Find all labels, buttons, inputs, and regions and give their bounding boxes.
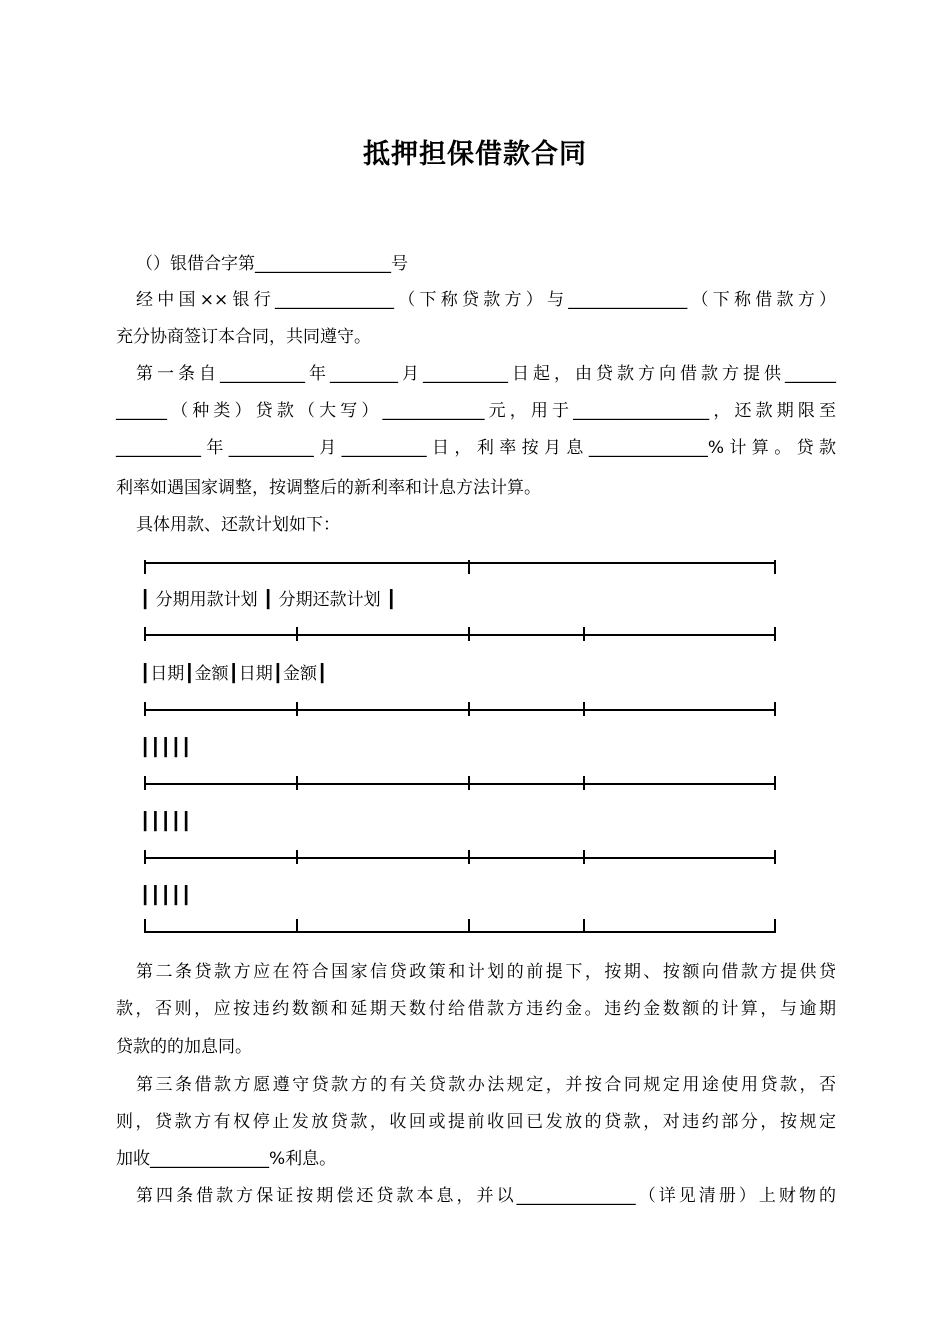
article-1-line-4: 利率如遇国家调整，按调整后的新利率和计息方法计算。 (116, 478, 541, 498)
table-rule (144, 562, 776, 564)
table-tick (144, 702, 146, 716)
table-tick (774, 919, 776, 933)
table-tick (296, 850, 298, 864)
table-rule (144, 634, 776, 636)
table-rule (144, 709, 776, 711)
table-sub-row: ┃日期┃金额┃日期┃金额┃ (140, 664, 328, 684)
table-empty-row: ┃┃┃┃┃ (140, 812, 192, 832)
table-tick (583, 627, 585, 641)
table-tick (144, 776, 146, 790)
table-empty-row: ┃┃┃┃┃ (140, 738, 192, 758)
article-3-line-2: 则，贷款方有权停止发放贷款，收回或提前收回已发放的贷款，对违约部分，按规定 (116, 1112, 836, 1132)
table-tick (144, 560, 146, 574)
article-1-line-2: ______（种类）贷款（大写）____________元，用于________________，还款期限至 (116, 401, 836, 421)
table-tick (583, 850, 585, 864)
table-tick (468, 919, 470, 933)
table-tick (468, 850, 470, 864)
article-2-line-3: 贷款的的加息同。 (116, 1037, 252, 1057)
table-rule (144, 783, 776, 785)
table-tick (468, 702, 470, 716)
plan-intro: 具体用款、还款计划如下： (136, 515, 340, 535)
document-title: 抵押担保借款合同 (363, 139, 587, 170)
table-tick (774, 850, 776, 864)
table-rule (144, 857, 776, 859)
table-tick (296, 919, 298, 933)
contract-number-line: （）银借合字第________________号 (136, 254, 408, 274)
table-tick (583, 776, 585, 790)
article-3-line-1: 第三条借款方愿遵守贷款方的有关贷款办法规定，并按合同规定用途使用贷款，否 (136, 1075, 836, 1095)
table-tick (296, 702, 298, 716)
table-empty-row: ┃┃┃┃┃ (140, 886, 192, 906)
table-tick (468, 560, 470, 574)
table-tick (774, 702, 776, 716)
table-tick (144, 627, 146, 641)
table-tick (774, 560, 776, 574)
table-tick (468, 776, 470, 790)
table-tick (774, 627, 776, 641)
table-tick (583, 702, 585, 716)
table-rule (144, 931, 776, 933)
article-2-line-1: 第二条贷款方应在符合国家信贷政策和计划的前提下，按期、按额向借款方提供贷 (136, 962, 836, 982)
article-1-line-3: __________年__________月__________日，利率按月息______________%计算。贷款 (116, 438, 836, 458)
table-tick (468, 627, 470, 641)
article-2-line-2: 款，否则，应按违约数额和延期天数付给借款方违约金。违约金数额的计算，与逾期 (116, 999, 836, 1019)
parties-line-1: 经中国××银行______________（下称贷款方）与______________（下称借款方） (136, 290, 836, 310)
table-tick (144, 850, 146, 864)
article-4-line-1: 第四条借款方保证按期偿还贷款本息，并以______________（详见清册）上财物的 (136, 1186, 836, 1206)
parties-line-2: 充分协商签订本合同，共同遵守。 (116, 327, 371, 347)
table-tick (144, 919, 146, 933)
table-tick (296, 776, 298, 790)
article-1-line-1: 第一条自__________年________月__________日起，由贷款方向借款方提供______ (136, 364, 836, 384)
table-tick (583, 919, 585, 933)
article-3-line-3: 加收______________%利息。 (116, 1149, 337, 1169)
table-tick (296, 627, 298, 641)
table-tick (774, 776, 776, 790)
table-header-row: ┃ 分期用款计划 ┃ 分期还款计划 ┃ (140, 590, 397, 610)
